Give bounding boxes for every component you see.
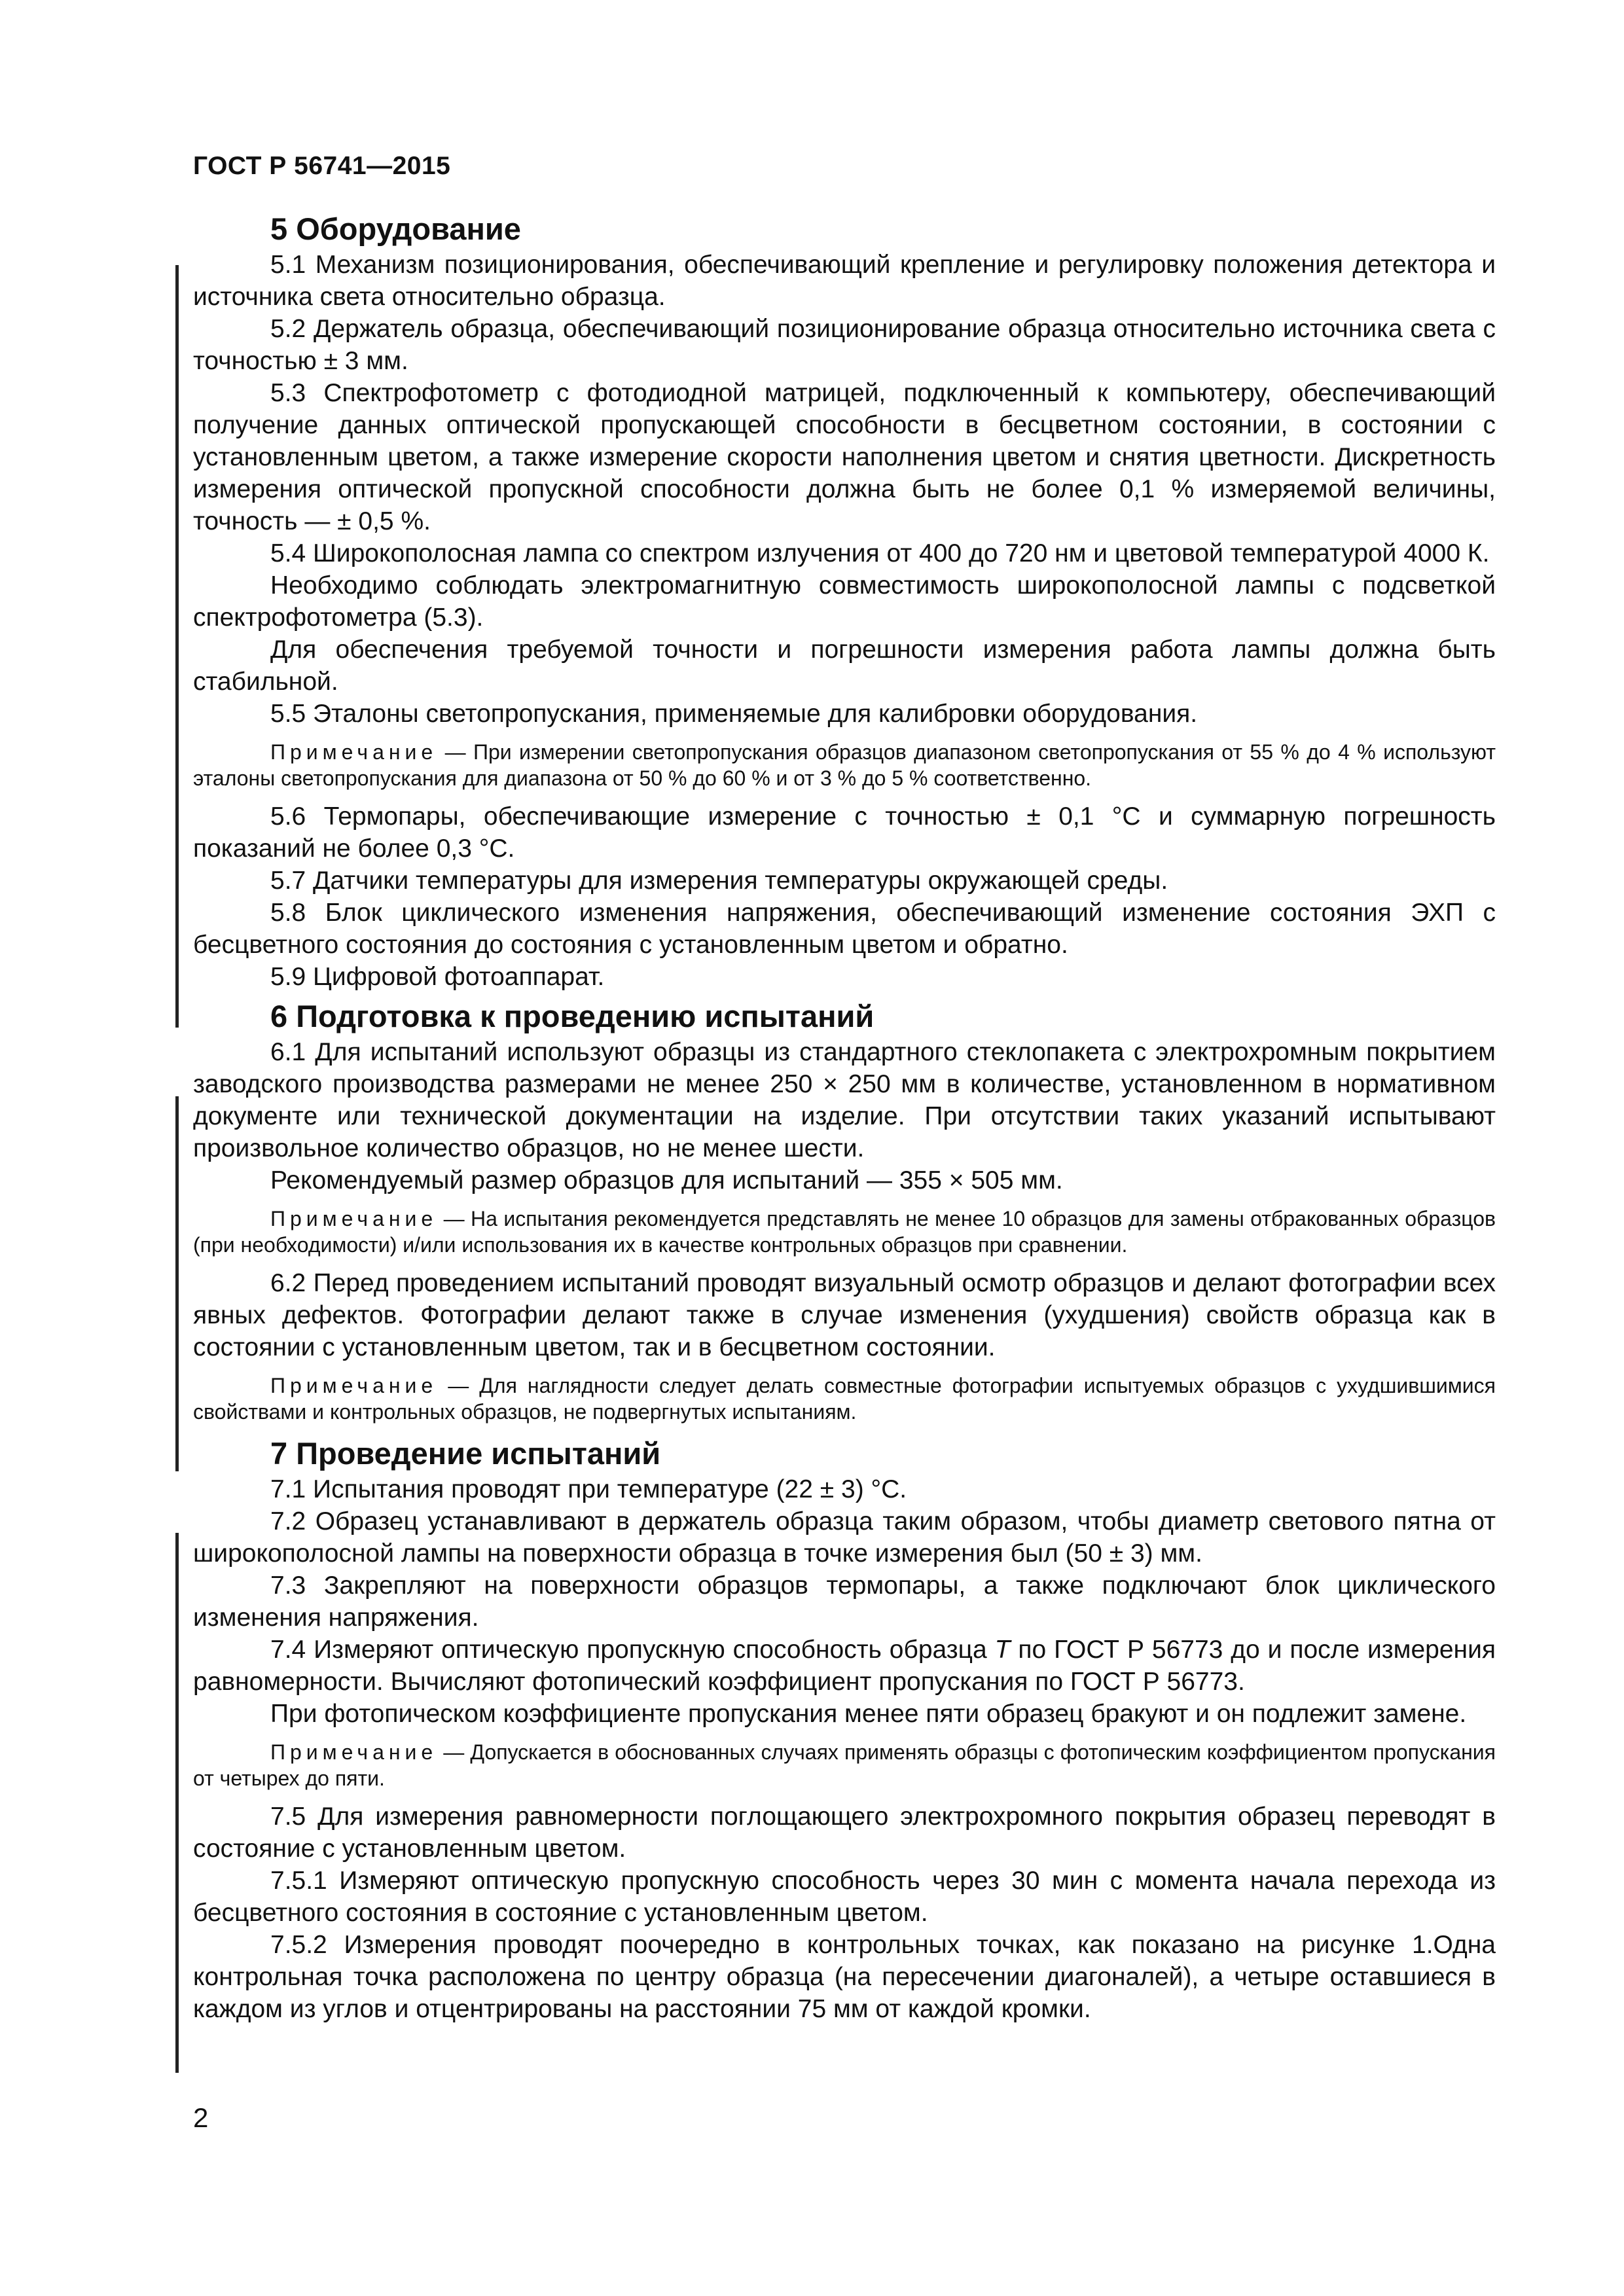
paragraph: 6.2 Перед проведением испытаний проводят визуальный осмотр образцов и делают фотографии всех явных дефектов. Фотографии делают также в случае изменения (ухудшения) свойств образца как в состоянии с установленным цветом, так и в бесцветном состоянии. — [193, 1269, 1496, 1361]
paragraph: 7.2 Образец устанавливают в держатель образца таким образом, чтобы диаметр светового пятна от широкополосной лампы на поверхности образца в точке измерения был (50 ± 3) мм. — [193, 1507, 1496, 1568]
note-text: — При измерении светопропускания образцов диапазоном светопропускания от 55 % до 4 % используют эталоны светопропускания для диапазона от 50 % до 60 % и от 3 % до 5 % соответственно. — [193, 740, 1496, 790]
paragraph: 7.3 Закрепляют на поверхности образцов термопары, а также подключают блок циклического изменения напряжения. — [193, 1571, 1496, 1632]
paragraph-text: по ГОСТ Р 56773 до и после измерения равномерности. Вычисляют фотопический коэффициент пропускания по ГОСТ Р 56773. — [193, 1636, 1496, 1696]
document-body — [193, 209, 1496, 2025]
paragraph: 7.1 Испытания проводят при температуре (22 ± 3) °С. — [270, 1475, 907, 1503]
paragraph: 7.5.1 Измеряют оптическую пропускную способность через 30 мин с момента начала перехода из бесцветного состояния в состояние с установленным цветом. — [193, 1867, 1496, 1927]
note-label: Примечание — [270, 1207, 438, 1230]
note-text: — Допускается в обоснованных случаях применять образцы с фотопическим коэффициентом пропускания от четырех до пяти. — [193, 1740, 1496, 1790]
paragraph: 7.5.2 Измерения проводят поочередно в контрольных точках, как показано на рисунке 1.Одна контрольная точка расположена по центру образца (на пересечении диагоналей), а четыре оставшиеся в каждом из углов и отцентрированы на расстоянии 75 мм от каждой кромки. — [193, 1931, 1496, 2023]
note-label: Примечание — [270, 1740, 438, 1764]
paragraph: 5.7 Датчики температуры для измерения температуры окружающей среды. — [270, 867, 1168, 895]
paragraph-text: 7.4 Измеряют оптическую пропускную способность образца — [270, 1636, 995, 1664]
paragraph: 7.5 Для измерения равномерности поглощающего электрохромного покрытия образец переводят в состояние с установленным цветом. — [193, 1803, 1496, 1863]
paragraph: 6.1 Для испытаний используют образцы из стандартного стеклопакета с электрохромным покрытием заводского производства размерами не менее 250 × 250 мм в количестве, установленном в нормативном документе или технической документации на изделие. При отсутствии таких указаний испытывают произвольное количество образцов, но не менее шести. — [193, 1038, 1496, 1162]
paragraph: Рекомендуемый размер образцов для испытаний — 355 × 505 мм. — [270, 1166, 1063, 1194]
note-label: Примечание — [270, 1374, 438, 1397]
revision-bar — [175, 1533, 179, 2073]
section-5-title: 5 Оборудование — [270, 211, 521, 246]
paragraph: 5.5 Эталоны светопропускания, применяемые для калибровки оборудования. — [270, 700, 1198, 728]
standard-code-header: ГОСТ Р 56741—2015 — [193, 152, 451, 180]
paragraph: 5.1 Механизм позиционирования, обеспечивающий крепление и регулировку положения детектора и источника света относительно образца. — [193, 251, 1496, 311]
paragraph: Для обеспечения требуемой точности и погрешности измерения работа лампы должна быть стабильной. — [193, 636, 1496, 696]
note — [193, 1372, 1496, 1425]
variable-t: T — [994, 1636, 1011, 1664]
revision-bar — [175, 265, 179, 1028]
paragraph: 5.2 Держатель образца, обеспечивающий позиционирование образца относительно источника света с точностью ± 3 мм. — [193, 315, 1496, 375]
note — [193, 739, 1496, 791]
paragraph: 5.4 Широкополосная лампа со спектром излучения от 400 до 720 нм и цветовой температурой 4000 К. — [270, 539, 1490, 567]
note-text: — На испытания рекомендуется представлять не менее 10 образцов для замены отбракованных образцов (при необходимости) и/или использования их в качестве контрольных образцов при сравнении. — [193, 1207, 1496, 1257]
note — [193, 1206, 1496, 1258]
paragraph: 5.3 Спектрофотометр с фотодиодной матрицей, подключенный к компьютеру, обеспечивающий получение данных оптической пропускающей способности в бесцветном состоянии, в состоянии с установленным цветом, а также измерение скорости наполнения цветом и снятия цветности. Дискретность измерения оптической пропускной способности должна быть не более 0,1 % измеряемой величины, точность — ± 0,5 %. — [193, 379, 1496, 535]
paragraph: 5.9 Цифровой фотоаппарат. — [270, 963, 605, 991]
note — [193, 1739, 1496, 1791]
note-text: — Для наглядности следует делать совместные фотографии испытуемых образцов с ухудшившимися свойствами и контрольных образцов, не подвергнутых испытаниям. — [193, 1374, 1496, 1424]
section-6-title: 6 Подготовка к проведению испытаний — [270, 999, 875, 1033]
paragraph: Необходимо соблюдать электромагнитную совместимость широкополосной лампы с подсветкой спектрофотометра (5.3). — [193, 571, 1496, 632]
note-label: Примечание — [270, 740, 438, 764]
revision-bar — [175, 1096, 179, 1471]
paragraph: При фотопическом коэффициенте пропускания менее пяти образец бракуют и он подлежит замене. — [270, 1700, 1467, 1728]
paragraph: 5.6 Термопары, обеспечивающие измерение с точностью ± 0,1 °С и суммарную погрешность показаний не более 0,3 °С. — [193, 802, 1496, 863]
paragraph: 5.8 Блок циклического изменения напряжения, обеспечивающий изменение состояния ЭХП с бесцветного состояния до состояния с установленным цветом и обратно. — [193, 899, 1496, 959]
paragraph — [193, 1634, 1496, 1698]
page-number: 2 — [193, 2102, 209, 2133]
section-7-title: 7 Проведение испытаний — [270, 1436, 661, 1471]
